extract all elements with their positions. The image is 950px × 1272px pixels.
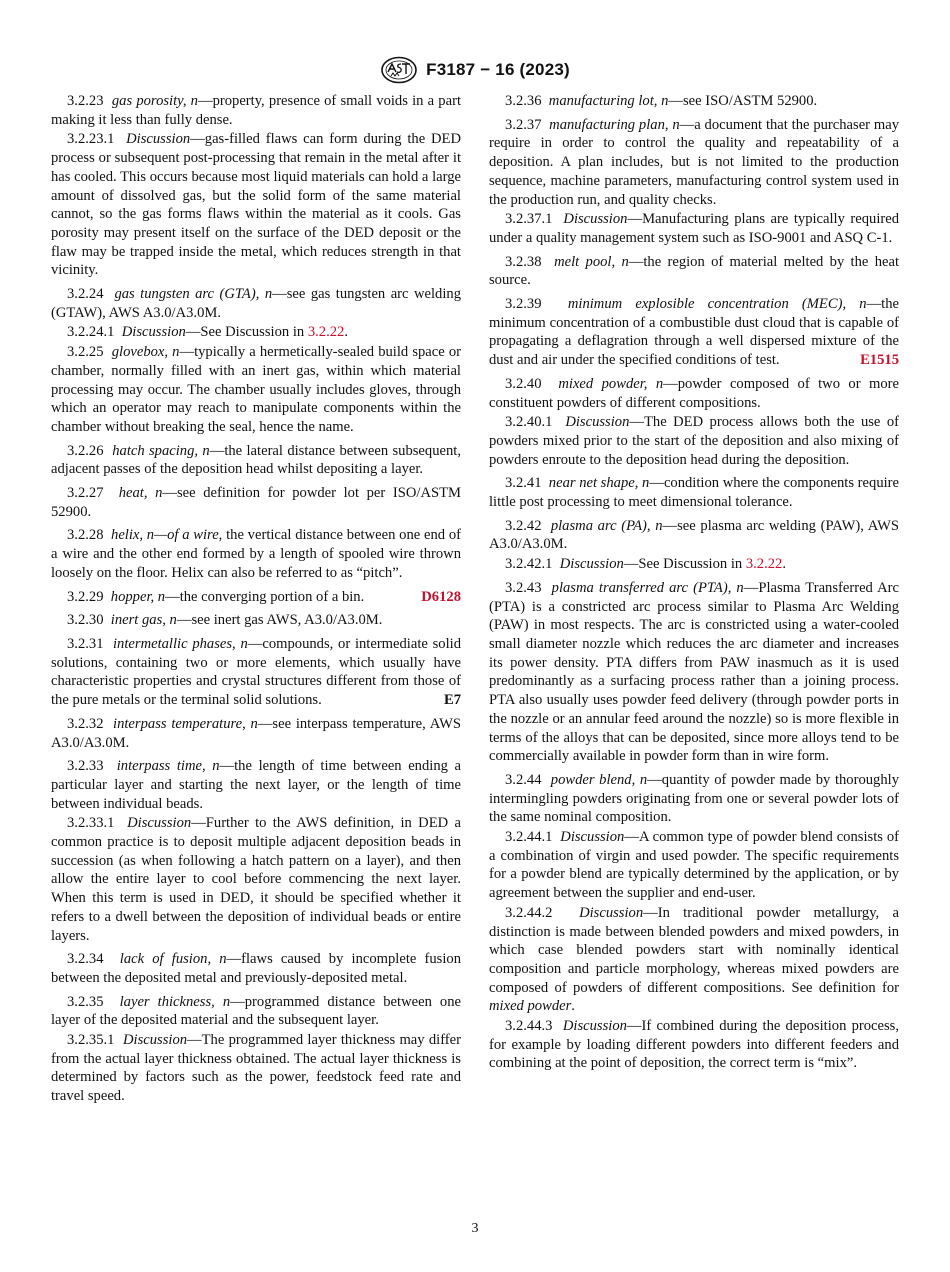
definition-3-2-37: 3.2.37 manufacturing plan, n—a document that the purchaser may require in order to control the quality and repeatability of a deposition. A plan includes, but is not limited to the production sequence, machine parameters, manufacturing control system used in the production run, and quality checks.	[489, 116, 899, 208]
definition-3-2-25: 3.2.25 glovebox, n—typically a hermetically-sealed build space or chamber, normally filled with an inert gas, within which material processing may occur. The chamber usually includes gloves, through which an operator may reach to manipulate components within the chamber without breaking the seal, hence the name.	[51, 344, 462, 435]
discussion-3-2-35-1: 3.2.35.1 Discussion—The programmed layer thickness may differ from the actual layer thickness obtained. The actual layer thickness is determined by factors such as the power, feedstock feed rate and travel speed.	[51, 1032, 462, 1105]
definition-3-2-36: 3.2.36 manufacturing lot, n—see ISO/ASTM 52900.	[505, 93, 818, 109]
discussion-3-2-44-1: 3.2.44.1 Discussion—A common type of powder blend consists of a combination of virgin and used powder. The specific requirements for a powder blend are typically determined by the application, or by agreement between the supplier and end-user.	[489, 829, 899, 902]
definition-3-2-35: 3.2.35 layer thickness, n—programmed distance between one layer of the deposited material and the subsequent layer.	[51, 993, 461, 1029]
definition-3-2-31: 3.2.31 intermetallic phases, n—compounds, or intermediate solid solutions, containing two or more elements, which usually have characteristic properties and crystal structures different from those of the pure metals or the terminal solid solutions. E7	[51, 635, 462, 709]
definition-3-2-34: 3.2.34 lack of fusion, n—flaws caused by incomplete fusion between the deposited metal and previously-deposited metal.	[51, 951, 461, 986]
discussion-3-2-44-3: 3.2.44.3 Discussion—If combined during the deposition process, for example by loading different powders into different feeders and combining at the point of deposition, the correct term is “mix”.	[489, 1018, 899, 1072]
definition-3-2-29: 3.2.29 hopper, n—the converging portion of a bin. D6128	[67, 588, 461, 605]
discussion-3-2-40-1: 3.2.40.1 Discussion—The DED process allows both the use of powders mixed prior to the start of the deposition and also mixing of powders enroute to the deposition head during the deposition.	[489, 414, 899, 468]
left-column	[51, 92, 461, 1111]
discussion-3-2-44-2: 3.2.44.2 Discussion—In traditional powder metallurgy, a distinction is made between blended powders and mixed powders, in which case blended powders start with nominally identical composition and particle morphology, whereas mixed powders are composed of powders of different compositions. See definition for mixed powder.	[489, 904, 899, 1015]
astm-logo-icon	[380, 56, 418, 84]
page-header	[0, 56, 950, 84]
definition-3-2-26: 3.2.26 hatch spacing, n—the lateral distance between subsequent, adjacent passes of the deposition head whilst depositing a layer.	[51, 442, 461, 478]
discussion-3-2-24-1: 3.2.24.1 Discussion—See Discussion in 3.2.22.	[67, 324, 348, 341]
reference-link[interactable]: 3.2.22	[307, 324, 345, 341]
definition-3-2-30: 3.2.30 inert gas, n—see inert gas AWS, A3.0/A3.0M.	[67, 612, 383, 629]
definition-3-2-27: 3.2.27 heat, n—see definition for powder lot per ISO/ASTM 52900.	[51, 485, 461, 520]
definition-3-2-43: 3.2.43 plasma transferred arc (PTA), n—Plasma Transferred Arc (PTA) is a constricted arc process similar to Plasma Arc Welding (PAW) in most respects. The arc is constricted using a water-cooled small diameter nozzle which reduces the arc diameter and increases its power density. PTA differs from PAW inasmuch as it is used predominantly as a surfacing process rather than a joining process. PTA also usually uses powder feed delivery (through powder ports in the nozzle or an annular feed around the nozzle) so is more flexible in terms of the alloys that can be deposited, since more alloys tend to be commercially available in powder form than in wire form.	[489, 579, 900, 765]
definition-3-2-24: 3.2.24 gas tungsten arc (GTA), n—see gas tungsten arc welding (GTAW), AWS A3.0/A3.0M.	[51, 286, 462, 321]
definition-3-2-41: 3.2.41 near net shape, n—condition where the components require little post processing to meet dimensional tolerance.	[489, 475, 900, 511]
reference-link[interactable]: 3.2.22	[745, 556, 783, 573]
page-number: 3	[471, 1221, 479, 1236]
standard-reference-link[interactable]: E1515	[860, 352, 899, 369]
right-column	[489, 92, 899, 1078]
definition-3-2-28: 3.2.28 helix, n—of a wire, the vertical distance between one end of a wire and the other end formed by a length of spooled wire thrown loosely on the floor. Helix can also be referred to as “pitch”.	[51, 527, 462, 581]
definition-3-2-42: 3.2.42 plasma arc (PA), n—see plasma arc welding (PAW), AWS A3.0/A3.0M.	[489, 517, 900, 553]
definition-3-2-38: 3.2.38 melt pool, n—the region of material melted by the heat source.	[489, 253, 900, 289]
standard-designation: F3187 − 16 (2023)	[426, 60, 570, 79]
standard-reference-link[interactable]: D6128	[421, 588, 461, 605]
definition-3-2-40: 3.2.40 mixed powder, n—powder composed of two or more constituent powders of different compositions.	[489, 375, 900, 411]
discussion-3-2-33-1: 3.2.33.1 Discussion—Further to the AWS definition, in DED a common practice is to deposit multiple adjacent deposition beads in succession (as when following a hatch pattern on a layer), and then allow the entire layer to cool before commencing the next layer. When this term is used in DED, it should be specified whether it refers to a dwell between the deposition of individual beads or entire layers.	[51, 815, 461, 944]
definition-3-2-23: 3.2.23 gas porosity, n—property, presence of small voids in a part making it less than fully dense.	[51, 93, 461, 128]
standard-reference: E7	[443, 692, 461, 709]
definition-3-2-39: 3.2.39 minimum explosible concentration (MEC), n—the minimum concentration of a combustible dust cloud that is capable of propagating a deflagration through a well dispersed mixture of the dust and air under the specified conditions of test. E1515	[489, 296, 900, 369]
discussion-3-2-42-1: 3.2.42.1 Discussion—See Discussion in 3.2.22.	[505, 556, 786, 573]
definition-3-2-33: 3.2.33 interpass time, n—the length of time between ending a particular layer and starting the next layer, or the length of time between individual beads.	[51, 758, 462, 812]
definition-3-2-44: 3.2.44 powder blend, n—quantity of powder made by thoroughly intermingling powders originating from one or several powder lots of the same nominal composition.	[489, 771, 899, 826]
discussion-3-2-37-1: 3.2.37.1 Discussion—Manufacturing plans are typically required under a quality management system such as ISO-9001 and ASQ C-1.	[489, 211, 900, 246]
definition-3-2-32: 3.2.32 interpass temperature, n—see interpass temperature, AWS A3.0/A3.0M.	[51, 715, 462, 751]
discussion-3-2-23-1: 3.2.23.1 Discussion—gas-filled flaws can form during the DED process or subsequent post-processing that remain in the metal after it has cooled. This occurs because most liquid materials can hold a large amount of dissolved gas, but the solid form of the same material cannot, so the gas forms flaws within the material as it cools. Gas porosity may present itself on the surface of the DED deposit or the flaw may be trapped inside the metal, which reduces strength in that vicinity.	[51, 131, 462, 279]
